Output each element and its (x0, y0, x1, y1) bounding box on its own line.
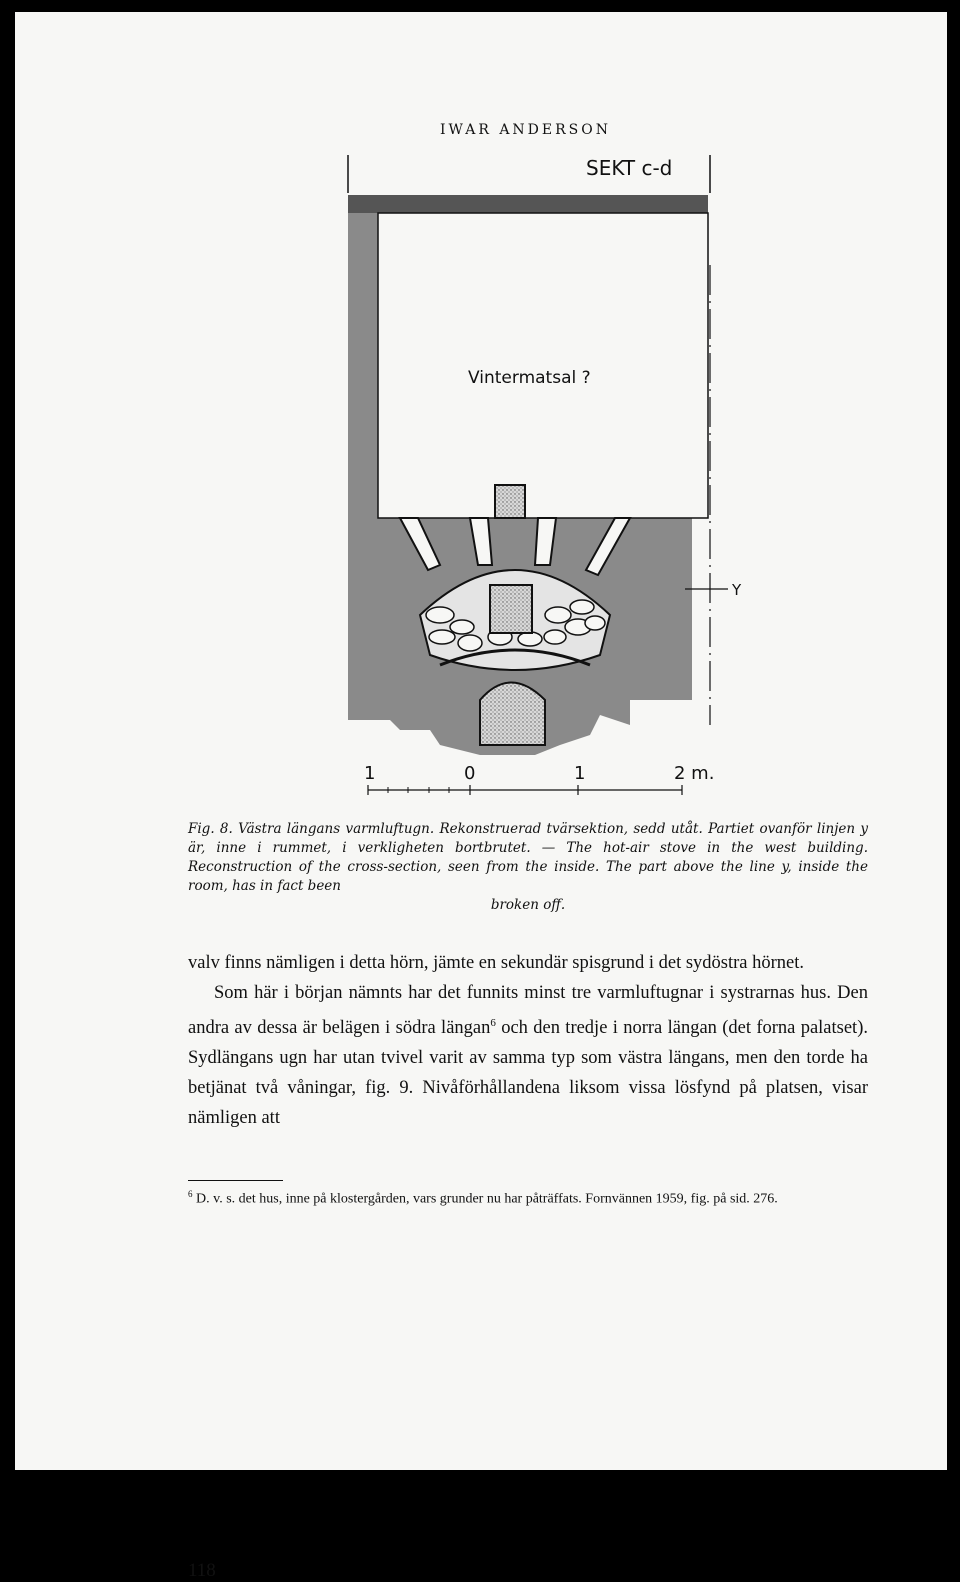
footnote (188, 1184, 868, 1210)
scale-label-1-left: 1 (364, 763, 376, 784)
caption-line: hot-air stove in the west building. Reconstruction of the cross-section, seen (188, 840, 868, 875)
paragraph-text: Som här i början nämnts har det funnits minst tre varmluftugnar i systrarnas hus. Den andra av dessa är belägen i södra längan (188, 983, 868, 1039)
footnote-reference[interactable]: 6 (490, 1017, 496, 1029)
caption-line: from the inside. The part above the line y, inside the room, has in fact been (188, 859, 868, 894)
scale-label-0: 0 (464, 763, 476, 784)
footnote-rule (188, 1180, 283, 1181)
caption-line: broken off. (490, 897, 566, 913)
page-number: 118 (188, 1560, 216, 1581)
scale-label-2m: 2 m. (674, 763, 715, 784)
paragraph-text: och den tredje i norra längan (det forna palatset). Sydlängans ugn har utan tvivel varit av samma typ som västra längans, men den torde ha betjänat två våningar, fig. 9. Nivåförhållandena liksom vissa lösfynd på platsen, visar nämligen att (188, 1018, 868, 1129)
section-label: SEKT c-d (586, 156, 673, 180)
caption-line: Fig. 8. Västra längans varmluftugn. Rekonstruerad tvärsektion, sedd utåt. (188, 821, 703, 837)
paragraph: valv finns nämligen i detta hörn, jämte en sekundär spisgrund i det sydöstra hörnet. (188, 953, 805, 973)
body-text (188, 948, 868, 1133)
figure-caption (188, 820, 868, 915)
paragraph (188, 978, 868, 1133)
caption-line: Partiet ovanför linjen y är, inne i rummet, i verkligheten bortbrutet. — The (188, 821, 868, 856)
room-label: Vintermatsal ? (468, 368, 591, 388)
stove-cross-section-drawing (330, 145, 750, 805)
line-y-label: Y (732, 581, 742, 599)
footnote-text: D. v. s. det hus, inne på klostergården, vars grunder nu har påträffats. Fornvännen 1959, fig. på sid. 276. (192, 1191, 778, 1207)
running-header: IWAR ANDERSON (440, 122, 611, 138)
footnote-marker: 6 (188, 1189, 193, 1199)
scale-label-1-right: 1 (574, 763, 586, 784)
